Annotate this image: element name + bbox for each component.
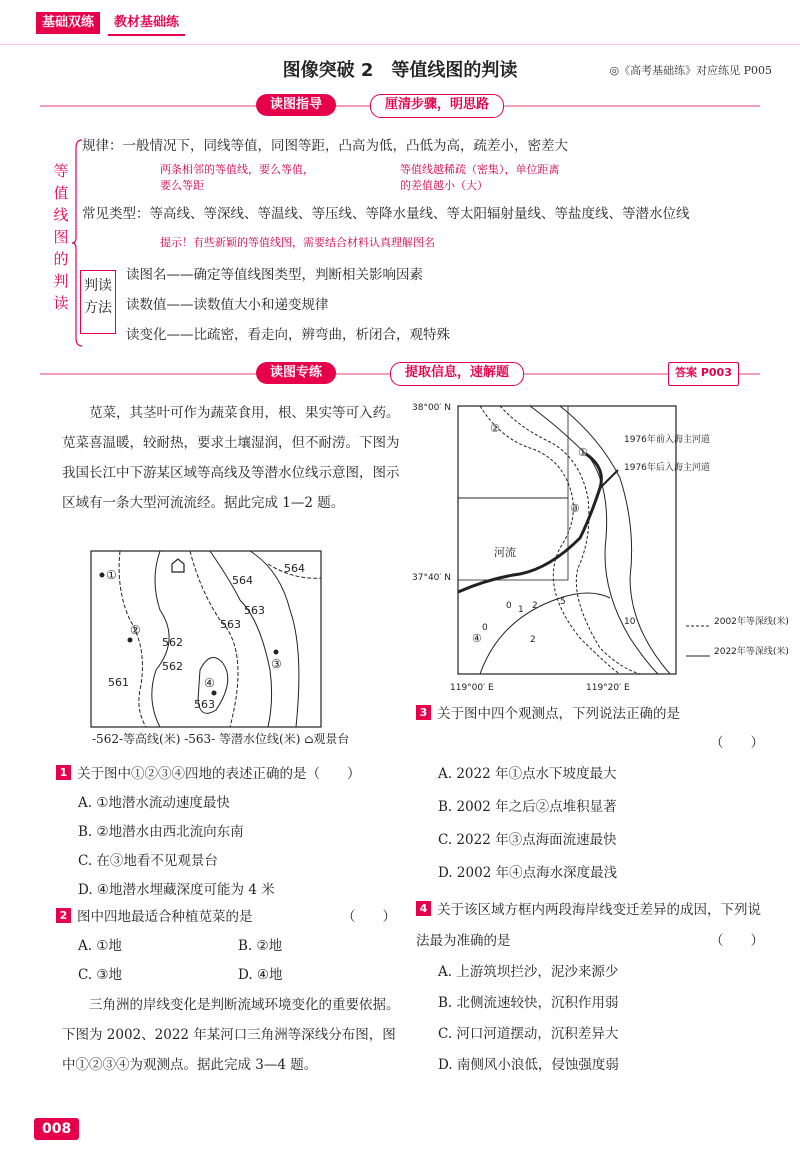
note-density: 等值线越稀疏（密集），单位距离的差值越小（大） xyxy=(400,163,560,192)
practice-subtitle: 提取信息，速解题 xyxy=(390,362,524,386)
label-561: 561 xyxy=(108,676,129,689)
intro-2: 三角洲的岸线变化是判断流域环境变化的重要依据。下图为 2002、2022 年某河口三角洲等深线分布图，图中①②③④为观测点。据此完成 3—4 题。 xyxy=(62,997,400,1073)
q4-option-d[interactable]: D. 南侧风小浪低，侵蚀强度弱 xyxy=(438,1057,619,1073)
note-adjacent: 两条相邻的等值线，要么等值，要么等距 xyxy=(160,163,314,192)
page-number: 008 xyxy=(34,1118,79,1140)
q4-option-b[interactable]: B. 北侧流速较快，沉积作用弱 xyxy=(438,995,619,1011)
obs-4: ④ xyxy=(472,632,482,645)
depth-2b: 2 xyxy=(530,635,536,645)
obs-2: ② xyxy=(490,422,500,435)
question-2: 2 图中四地最适合种植苋菜的是 （ ） A. ①地 B. ②地 C. ③地 D. ④地 xyxy=(56,903,400,990)
legend-2002: 2002年等深线(米) xyxy=(714,617,789,627)
lat-38: 38°00′ N xyxy=(412,403,452,413)
label-564a: 564 xyxy=(232,574,253,587)
point-4: ④ xyxy=(204,676,215,690)
column-tag: 基础双练 xyxy=(36,12,100,34)
river-label: 河流 xyxy=(494,546,516,559)
contour-map xyxy=(90,550,322,730)
point-1: ① xyxy=(106,568,117,582)
depth-5: 5 xyxy=(560,597,566,607)
q3-option-b[interactable]: B. 2002 年之后②点堆积显著 xyxy=(438,799,617,815)
step-1: 读图名——确定等值线图类型，判断相关影响因素 xyxy=(126,267,423,283)
guide-pill: 读图指导 xyxy=(256,94,336,116)
q4-option-a[interactable]: A. 上游筑坝拦沙，泥沙来源少 xyxy=(438,964,619,980)
label-562b: 562 xyxy=(162,660,183,673)
obs-3: ③ xyxy=(570,502,580,515)
method-steps xyxy=(126,260,726,350)
question-4: 4 关于该区域方框内两段海岸线变迁差异的成因，下列说法最为准确的是 （ ） A. 上游筑坝拦沙，泥沙来源少 B. 北侧流速较快，沉积作用弱 C. 河口河道摆动，沉积差异大 D. 南侧风小浪低，侵蚀强度弱 xyxy=(416,895,770,1081)
q1-option-c[interactable]: C. 在③地看不见观景台 xyxy=(78,853,218,869)
label-564b: 564 xyxy=(284,562,305,575)
q3-option-d[interactable]: D. 2002 年④点海水深度最浅 xyxy=(438,865,618,881)
q3-option-c[interactable]: C. 2022 年③点海面流速最快 xyxy=(438,832,617,848)
q1-option-b[interactable]: B. ②地潜水由西北流向东南 xyxy=(78,824,244,840)
question-1: 1 关于图中①②③④四地的表述正确的是（ ） A. ①地潜水流动速度最快 B. ②地潜水由西北流向东南 C. 在③地看不见观景台 D. ④地潜水埋藏深度可能为 4 米 xyxy=(56,760,400,905)
map1-legend: -562-等高线(米) -563- 等潜水位线(米) ⌂观景台 xyxy=(92,732,350,746)
section-tag: 教材基础练 xyxy=(108,12,185,36)
point-2: ② xyxy=(130,623,141,637)
depth-2: 2 xyxy=(532,601,538,611)
rule-text: 规律：一般情况下，同线等值，同图等距，凸高为低，凸低为高，疏差小，密差大 xyxy=(82,138,568,154)
lat-37-40: 37°40′ N xyxy=(412,573,452,583)
label-563b: 563 xyxy=(220,618,241,631)
note-hint: 提示！有些新颖的等值线图，需要结合材料认真理解图名 xyxy=(160,236,435,249)
lon-119-00: 119°00′ E xyxy=(450,683,494,693)
legend-2022: 2022年等深线(米) xyxy=(714,647,789,657)
depth-0b: 0 xyxy=(482,623,488,633)
q1-option-a[interactable]: A. ①地潜水流动速度最快 xyxy=(78,795,230,811)
answer-ref: 答案 P003 xyxy=(668,362,739,386)
reference-note: ◎《高考基础练》对应练见 P005 xyxy=(609,64,772,77)
q2-option-c[interactable]: C. ③地 xyxy=(78,967,123,983)
guide-subtitle: 厘清步骤，明思路 xyxy=(370,94,504,118)
page-title: 图像突破 2 等值线图的判读 xyxy=(282,60,518,81)
header-divider xyxy=(0,44,800,45)
q3-option-a[interactable]: A. 2022 年①点水下坡度最大 xyxy=(438,766,617,782)
q2-option-b[interactable]: B. ②地 xyxy=(238,938,283,954)
label-562a: 562 xyxy=(162,636,183,649)
q1-option-d[interactable]: D. ④地潜水埋藏深度可能为 4 米 xyxy=(78,882,275,898)
method-label: 判读方法 xyxy=(80,270,116,334)
side-label: 等 值 线 图 的 判 读 xyxy=(53,162,69,312)
label-563a: 563 xyxy=(244,604,265,617)
q2-option-d[interactable]: D. ④地 xyxy=(238,967,283,983)
lon-119-20: 119°20′ E xyxy=(586,683,630,693)
step-2: 读数值——读数值大小和递变规律 xyxy=(126,297,329,313)
types-text: 常见类型：等高线、等深线、等温线、等压线、等降水量线、等太阳辐射量线、等盐度线、等潜水位线 xyxy=(82,206,690,222)
q4-option-c[interactable]: C. 河口河道摆动，沉积差异大 xyxy=(438,1026,619,1042)
depth-1: 1 xyxy=(518,605,524,615)
channel-before-1976: 1976年前入海主河道 xyxy=(624,435,710,445)
intro-1: 苋菜，其茎叶可作为蔬菜食用，根、果实等可入药。苋菜喜温暖，较耐热，要求土壤湿润，但不耐涝。下图为我国长江中下游某区域等高线及等潜水位线示意图，图示区域有一条大型河流流经。据此完成 1—2 题。 xyxy=(62,405,400,511)
channel-after-1976: 1976年后入海主河道 xyxy=(624,463,710,473)
step-3: 读变化——比疏密，看走向，辨弯曲，析闭合，观特殊 xyxy=(126,327,450,343)
delta-map xyxy=(410,398,790,694)
practice-band xyxy=(40,362,760,386)
question-3: 3 关于图中四个观测点，下列说法正确的是 （ ） A. 2022 年①点水下坡度最大 B. 2002 年之后②点堆积显著 C. 2022 年③点海面流速最快 D. 2002 年④点海水深度最浅 xyxy=(416,700,770,890)
depth-10: 10 xyxy=(624,617,636,627)
practice-pill: 读图专练 xyxy=(256,362,336,384)
depth-0a: 0 xyxy=(506,601,512,611)
obs-1: ① xyxy=(578,446,588,459)
q2-option-a[interactable]: A. ①地 xyxy=(78,938,122,954)
guide-band xyxy=(40,94,760,118)
label-563c: 563 xyxy=(194,698,215,711)
point-3: ③ xyxy=(271,657,282,671)
